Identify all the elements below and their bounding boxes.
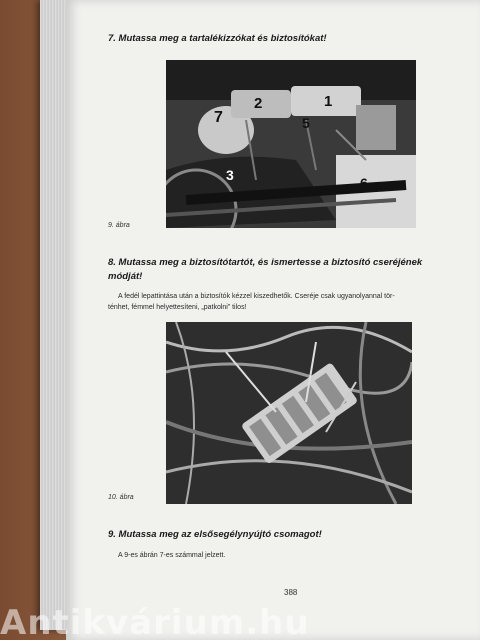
section-7-heading: 7. Mutassa meg a tartalékizzókat és biztosítókat! <box>108 33 327 44</box>
section-8-heading-line2: módját! <box>108 271 143 282</box>
figure-9-label-3: 3 <box>226 167 234 183</box>
section-8-heading-line1: 8. Mutassa meg a biztosítótartót, és ismertesse a biztosító cseréjének <box>108 257 423 268</box>
figure-9-drawing <box>166 60 416 228</box>
section-9-body: A 9-es ábrán 7-es számmal jelzett. <box>118 552 226 559</box>
figure-9-label-6: 6 <box>360 175 368 191</box>
figure-9-label-2: 2 <box>254 95 263 112</box>
section-9-heading: 9. Mutassa meg az elsősegélynyújtó csomagot! <box>108 529 322 540</box>
figure-9-caption: 9. ábra <box>108 222 130 229</box>
figure-9-label-1: 1 <box>324 93 333 110</box>
page-number: 388 <box>284 588 298 597</box>
section-8-body-line2: ténhet, fémmel helyettesíteni, „patkolni” tilos! <box>108 304 247 311</box>
figure-9-label-5: 5 <box>302 115 310 131</box>
figure-10-photo <box>166 322 412 504</box>
section-8-body-line1: A fedél lepattintása után a biztosítók kézzel kiszedhetők. Cseréje csak ugyanolyannal tör- <box>118 293 395 300</box>
book-page <box>66 0 480 640</box>
figure-9-photo <box>166 60 416 228</box>
watermark-logo: Antikvárium.hu <box>0 606 310 640</box>
figure-9-label-7: 7 <box>214 109 223 126</box>
figure-10-drawing <box>166 322 412 504</box>
figure-10-caption: 10. ábra <box>108 494 134 501</box>
